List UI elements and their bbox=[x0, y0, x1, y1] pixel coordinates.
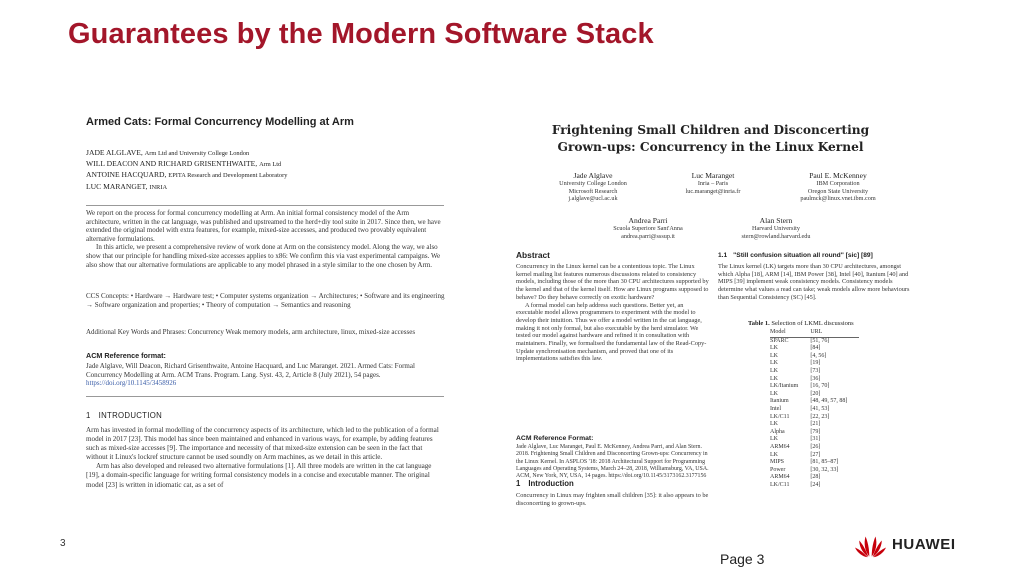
url-cell: [51, 76] bbox=[810, 337, 830, 344]
left-paper-title: Armed Cats: Formal Concurrency Modelling at Arm bbox=[86, 116, 354, 128]
url-cell: [4, 56] bbox=[810, 352, 827, 359]
model-cell: LK/C11 bbox=[770, 481, 790, 488]
model-cell: Alpha bbox=[770, 428, 785, 435]
model-cell: ARM64 bbox=[770, 443, 790, 450]
doi-link[interactable]: https://doi.org/10.1145/3458926 bbox=[86, 379, 177, 388]
author-block: Jade Alglave University College London Microsoft Research j.alglave@ucl.ac.uk bbox=[559, 171, 627, 203]
model-cell: LK bbox=[770, 421, 778, 428]
table-row bbox=[770, 467, 859, 475]
table-row bbox=[770, 345, 859, 353]
right-paper-abstract: Concurrency in the Linux kernel can be a contentious topic. The Linux kernel mailing list features numerous discussions related to consistency models, including those of the more than 30 CPU architectures supported by the kernel and that of the kernel itself. How are Linux programs supposed to behave? Do they behave correctly on exotic hardware? A formal model can help address such questions. Better yet, an executable model allows programmers to experiment with the model to develop their intuition. Thus we offer a model written in the cat language, making it not only formal, but also executable by the herd simulator. We tested our model against hardware and refined it in consultation with maintainers. Finally, we formalised the fundamental law of the Read-Copy-Update synchronisation mechanism, and proved that one of its implementations satisfies this law. bbox=[516, 263, 709, 363]
url-cell: [31] bbox=[810, 436, 821, 443]
right-paper-excerpt bbox=[508, 110, 934, 524]
model-cell: SPARC bbox=[770, 337, 789, 344]
table-header: Model bbox=[770, 329, 810, 337]
url-cell: [79] bbox=[810, 428, 821, 435]
lkml-discussions-table bbox=[770, 329, 859, 489]
author-line: LUC MARANGET, INRIA bbox=[86, 181, 168, 191]
reference-format: Jade Alglave, Will Deacon, Richard Grisenthwaite, Antoine Hacquard, and Luc Maranget. 2021. Armed Cats: Formal Concurrency Modelling at Arm. ACM Trans. Program. Lang. Syst. 43, 2, Article 8 (July 2021), 54 pages. https://doi.org/10.1145/3458926 bbox=[86, 362, 415, 388]
logo-wordmark: HUAWEI bbox=[892, 536, 956, 553]
url-cell: [36] bbox=[810, 375, 821, 382]
keywords: Additional Key Words and Phrases: Concurrency Weak memory models, arm architecture, linux, mixed-size accesses bbox=[86, 328, 416, 336]
table-row bbox=[770, 406, 859, 414]
table-row bbox=[770, 360, 859, 368]
table-row bbox=[770, 436, 859, 444]
model-cell: Power bbox=[770, 466, 786, 473]
url-cell: [27] bbox=[810, 451, 821, 458]
table-row bbox=[770, 353, 859, 361]
table-header-row bbox=[770, 329, 859, 337]
author-block: Luc Maranget Inria – Paris luc.maranget@inria.fr bbox=[685, 171, 741, 195]
introduction-text: Concurrency in Linux may frighten small children [35]: it also appears to be disconcerting to grown-ups. bbox=[516, 492, 709, 507]
author-line: ANTOINE HACQUARD, EPITA Research and Development Laboratory bbox=[86, 170, 288, 180]
column-text: The Linux kernel (LK) targets more than 30 CPU architectures, amongst which Alpha [18], ARM [14], IBM Power [38], Intel [40], Itanium [40] and MIPS [39] implement weak consistency models. Consistency models determine what values a read can take; weak models allow more behaviours than Sequential Consistency (SC) [45]. bbox=[718, 263, 910, 301]
table-row bbox=[770, 421, 859, 429]
ccs-concepts: CCS Concepts: • Hardware → Hardware test; • Computer systems organization → Architectures; • Software and its engineering → Software organization and properties; • Theory of computation → Semantics and reasoning bbox=[86, 292, 445, 309]
section-heading: 1 Introduction bbox=[516, 479, 574, 488]
table-body bbox=[770, 337, 859, 489]
model-cell: Intel bbox=[770, 405, 781, 412]
abstract-heading: Abstract bbox=[516, 250, 550, 260]
model-cell: LK bbox=[770, 390, 778, 397]
table-row bbox=[770, 444, 859, 452]
url-cell: [73] bbox=[810, 367, 821, 374]
slide-number: 3 bbox=[60, 538, 66, 549]
table-row bbox=[770, 452, 859, 460]
url-cell: [20] bbox=[810, 390, 821, 397]
reference-format: Jade Alglave, Luc Maranget, Paul E. McKenney, Andrea Parri, and Alan Stern. 2018. Frightening Small Children and Disconcerting Grown-ups: Concurrency in the Linux Kernel. In ASPLOS '18: 2018 Architectural Support for Programming Languages and Operating Systems, March 24–28, 2018, Williamsburg, VA, USA. ACM, New York, NY, USA, 14 pages. https://doi.org/10.1145/3173162.3177156 bbox=[516, 444, 709, 480]
table-caption: Table 1. Selection of LKML discussions bbox=[748, 320, 854, 327]
author-block: Andrea Parri Scuola Superiore Sant'Anna andrea.parri@sssup.it bbox=[613, 216, 683, 240]
left-paper-abstract: We report on the process for formal concurrency modelling at Arm. An initial formal consistency model of the Arm architecture, written in the cat language, was published and upstreamed to the herd+diy tool suite in 2017. Since then, we have extended the original model with extra features, for example, mixed-size accesses, and produced two provably equivalent alternative formulations. In this article, we present a comprehensive review of work done at Arm on the consistency model. Along the way, we also show that our principle for handling mixed-size accesses applies to x86: We confirm this via vast experimental campaigns. We also show that our alternative formulations are applicable to any model phrased in a style similar to the one chosen by Arm. bbox=[86, 209, 441, 269]
page-label: Page 3 bbox=[720, 551, 765, 567]
divider bbox=[86, 396, 444, 397]
model-cell: ARM64 bbox=[770, 474, 790, 481]
url-cell: [41, 53] bbox=[810, 405, 830, 412]
table-row bbox=[770, 391, 859, 399]
table-row bbox=[770, 482, 859, 490]
model-cell: LK bbox=[770, 451, 778, 458]
url-cell: [48, 49, 57, 88] bbox=[810, 398, 848, 405]
author-block: Paul E. McKenney IBM Corporation Oregon State University paulmck@linux.vnet.ibm.com bbox=[800, 171, 876, 203]
table-row bbox=[770, 368, 859, 376]
reference-heading: ACM Reference Format: bbox=[516, 435, 594, 442]
url-cell: [22, 23] bbox=[810, 413, 830, 420]
model-cell: LK bbox=[770, 367, 778, 374]
model-cell: LK/Itanium bbox=[770, 383, 799, 390]
divider bbox=[86, 205, 444, 206]
model-cell: LK/C11 bbox=[770, 413, 790, 420]
url-cell: [19] bbox=[810, 360, 821, 367]
table-row bbox=[770, 383, 859, 391]
slide-title: Guarantees by the Modern Software Stack bbox=[68, 18, 654, 50]
right-paper-title: Frightening Small Children and Disconcerting Grown-ups: Concurrency in the Linux Kernel bbox=[551, 123, 870, 154]
url-cell: [30, 32, 33] bbox=[810, 466, 839, 473]
model-cell: LK bbox=[770, 360, 778, 367]
url-cell: [24] bbox=[810, 481, 821, 488]
model-cell: Itanium bbox=[770, 398, 789, 405]
url-cell: [28] bbox=[810, 474, 821, 481]
table-row bbox=[770, 459, 859, 467]
huawei-petal-icon bbox=[854, 532, 887, 558]
table-row bbox=[770, 376, 859, 384]
model-cell: LK bbox=[770, 436, 778, 443]
author-block: Alan Stern Harvard University stern@rowland.harvard.edu bbox=[741, 216, 811, 240]
model-cell: LK bbox=[770, 375, 778, 382]
model-cell: MIPS bbox=[770, 459, 785, 466]
table-row bbox=[770, 398, 859, 406]
table-row bbox=[770, 414, 859, 422]
left-paper-excerpt bbox=[75, 108, 453, 516]
author-line: WILL DEACON AND RICHARD GRISENTHWAITE, Arm Ltd bbox=[86, 159, 282, 169]
huawei-logo bbox=[854, 532, 974, 558]
section-heading: 1 INTRODUCTION bbox=[86, 411, 163, 420]
introduction-text: Arm has invested in formal modelling of the concurrency aspects of its architecture, which led to the publication of a formal model in 2017 [23]. This model has since been maintained and enhanced in various ways, for example, by adding features such as mixed-size accesses [9]. The importance and necessity of that mixed-size extension can be seen in the fact that without it Linux's lockref structure cannot be used soundly on Arm machines, as we detail in this article. Arm has also developed and released two alternative formulations [1]. All three models are written in the cat language [19], a domain-specific language for writing formal consistency models in a concise and executable manner. The original model [23] is written in idiomatic cat, as a set of bbox=[86, 426, 439, 489]
url-cell: [16, 70] bbox=[810, 383, 830, 390]
reference-heading: ACM Reference format: bbox=[86, 351, 166, 360]
url-cell: [84] bbox=[810, 345, 821, 352]
model-cell: LK bbox=[770, 352, 778, 359]
url-cell: [81, 85–87] bbox=[810, 459, 839, 466]
subsection-heading: 1.1 "Still confusion situation all round" [sic] [89] bbox=[718, 252, 873, 259]
table-header: URL bbox=[810, 329, 859, 337]
table-row bbox=[770, 337, 859, 345]
model-cell: LK bbox=[770, 345, 778, 352]
table-row bbox=[770, 429, 859, 437]
url-cell: [26] bbox=[810, 443, 821, 450]
url-cell: [21] bbox=[810, 421, 821, 428]
author-line: JADE ALGLAVE, Arm Ltd and University College London bbox=[86, 148, 250, 157]
table-row bbox=[770, 474, 859, 482]
left-paper-authors bbox=[86, 148, 446, 193]
